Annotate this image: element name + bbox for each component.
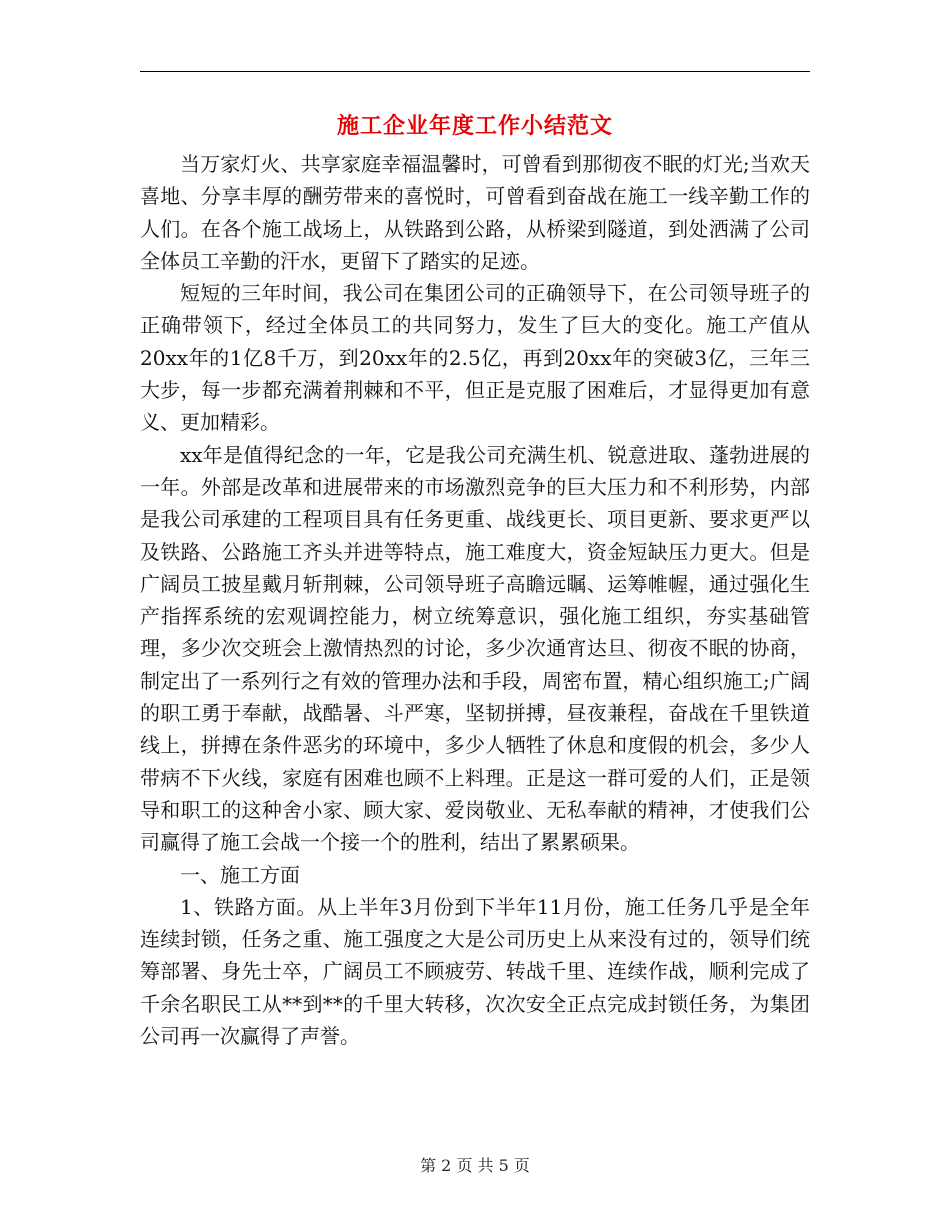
document-title: 施工企业年度工作小结范文 xyxy=(336,113,613,139)
paragraph-railway: 1、铁路方面。从上半年3月份到下半年11月份，施工任务几乎是全年连续封锁，任务之重、施工强度之大是公司历史上从来没有过的，领导们统筹部署、身先士卒，广阔员工不顾疲劳、转战千里、连续作战，顺利完成了千余名职民工从**到**的千里大转移，次次安全正点完成封锁任务，为集团公司再一次赢得了声誉。 xyxy=(140,894,810,1049)
section-heading-construction: 一、施工方面 xyxy=(180,862,300,887)
page-number: 第 2 页 共 5 页 xyxy=(420,1156,530,1175)
paragraph-intro: 当万家灯火、共享家庭幸福温馨时，可曾看到那彻夜不眠的灯光;当欢天喜地、分享丰厚的酬劳带来的喜悦时，可曾看到奋战在施工一线辛勤工作的人们。在各个施工战场上，从铁路到公路，从桥梁到隧道，到处洒满了公司全体员工辛勤的汗水，更留下了踏实的足迹。 xyxy=(140,152,810,273)
paragraph-growth: 短短的三年时间，我公司在集团公司的正确领导下，在公司领导班子的正确带领下，经过全体员工的共同努力，发生了巨大的变化。施工产值从20xx年的1亿8千万，到20xx年的2.5亿，再到20xx年的突破3亿，三年三大步，每一步都充满着荆棘和不平，但正是克服了困难后，才显得更加有意义、更加精彩。 xyxy=(140,281,810,435)
document-body xyxy=(140,148,810,1052)
paragraph-year-review: xx年是值得纪念的一年，它是我公司充满生机、锐意进取、蓬勃进展的一年。外部是改革和进展带来的市场激烈竞争的巨大压力和不利形势，内部是我公司承建的工程项目具有任务更重、战线更长、项目更新、要求更严以及铁路、公路施工齐头并进等特点，施工难度大，资金短缺压力更大。但是广阔员工披星戴月斩荆棘，公司领导班子高瞻远瞩、运筹帷幄，通过强化生产指挥系统的宏观调控能力，树立统筹意识，强化施工组织，夯实基础管理，多少次交班会上激情热烈的讨论，多少次通宵达旦、彻夜不眠的协商，制定出了一系列行之有效的管理办法和手段，周密布置，精心组织施工;广阔的职工勇于奉献，战酷暑、斗严寒，坚韧拼搏，昼夜兼程，奋战在千里铁道线上，拼搏在条件恶劣的环境中，多少人牺牲了休息和度假的机会，多少人带病不下火线，家庭有困难也顾不上料理。正是这一群可爱的人们，正是领导和职工的这种舍小家、顾大家、爱岗敬业、无私奉献的精神，才使我们公司赢得了施工会战一个接一个的胜利，结出了累累硕果。 xyxy=(140,442,810,855)
header-rule xyxy=(140,71,810,72)
